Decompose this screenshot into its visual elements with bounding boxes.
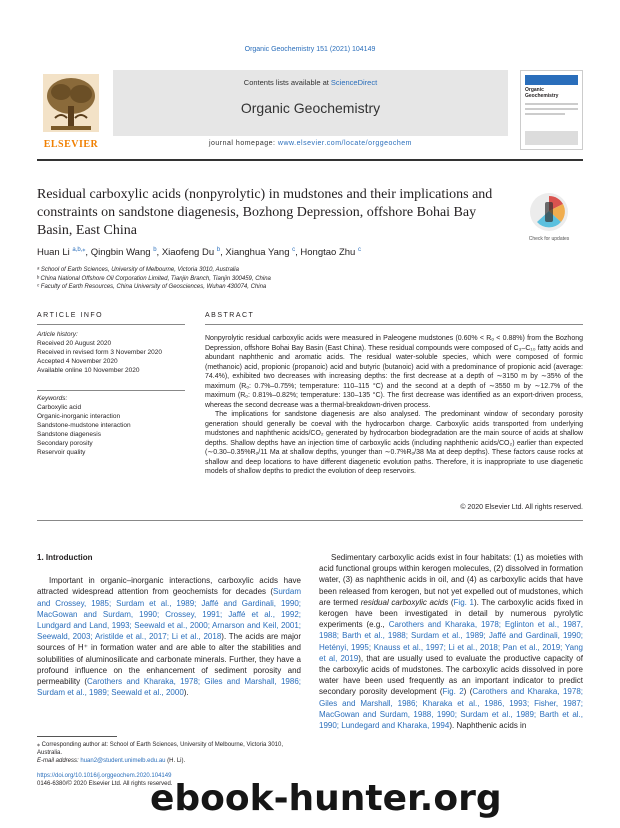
body-text: ). The acids are major sources of H⁺ in formation water and are able to alter the stabilities and solubilities of aluminosilicate and carbonate minerals. Further, they have a profound influence on the enhancement of sediment porosity and permeability ( [37,632,301,687]
body-text: ). The carboxylic acids fixed in kerogen have been investigated in detail by numerous pyrolytic experiments (e.g., [319,597,583,630]
cover-title: Organic Geochemistry [525,87,559,99]
author[interactable] [91,247,157,258]
footnote-rule [37,736,117,737]
keyword: Sandstone diagenesis [37,431,101,438]
article-history [37,330,185,375]
author-affiliation-mark[interactable]: a,b,⁎ [72,247,86,253]
author-name: Xiaofeng Du [161,247,215,259]
keyword: Reservoir quality [37,449,86,456]
crossmark-label[interactable]: Check for updates [528,236,570,242]
body-text: ( [448,597,454,607]
author-list: Huan Li $^{a,b,⁎}$, Qingbin Wang $^b$, Xiaofeng Du $^b$, Xianghua Yang $^c$, Hongtao Zhu $^c$ [37,247,361,259]
contents-prefix: Contents lists available at [243,78,331,87]
issn-line: 0146-6380/© 2020 Elsevier Ltd. All rights reserved. [37,781,173,787]
abstract-body [205,334,583,477]
journal-title: Organic Geochemistry [240,100,381,116]
doi-link[interactable]: https://doi.org/10.1016/j.orggeochem.2020.104149 [37,773,172,779]
author-affiliation-mark[interactable]: b [153,247,157,253]
section-heading: 1. Introduction [37,553,93,562]
masthead-banner [113,70,508,136]
citation-link[interactable]: Carothers and Kharaka, 1978; Giles and Marshall, 1986; Kharaka et al., 1986, 1993; Fisher, 1987; MacGowan and Surdam, 1988, 1990; Surdam et al., 1989; Barth et al., 1990; Lundegard and Kharaka, 1994 [319,687,583,731]
author[interactable] [162,247,220,258]
body-text: Important in organic–inorganic interactions, carboxylic acids have attracted widespread attention from geochemists for decades ( [37,576,301,597]
body-paragraph [37,575,301,698]
elsevier-tree-icon [37,70,105,136]
email-line [37,757,301,765]
email-label: E-mail address: [37,758,81,764]
keyword: Secondary porosity [37,440,93,447]
history-entry: Received in revised form 3 November 2020 [37,349,163,356]
watermark-text: ebook-hunter.org [150,778,502,819]
journal-cover-thumbnail[interactable] [520,70,583,150]
cover-footer [525,131,578,145]
emphasis-term: residual carboxylic acids [360,597,449,607]
cover-band [525,75,578,85]
journal-masthead [37,70,583,157]
journal-reference[interactable]: Organic Geochemistry 151 (2021) 104149 [244,46,376,53]
body-text: ). Naphthenic acids in [449,721,527,731]
crossmark-badge[interactable] [524,190,574,238]
divider [37,390,185,391]
homepage-prefix: journal homepage: [208,140,278,147]
author-name: Huan Li [37,247,70,259]
keywords-label: Keywords: [37,395,68,402]
history-entry: Available online 10 November 2020 [37,367,140,374]
citation-link[interactable]: Carothers and Kharaka, 1978; Giles and Marshall, 1986; Surdam et al., 1989; Seewald et al., 2000 [37,677,301,698]
author-name: Qingbin Wang [90,247,151,259]
affiliation: ᵇ China National Offshore Oil Corporation Limited, Tianjin Branch, Tianjin 300459, China [37,275,271,282]
divider [37,324,185,325]
history-entry: Accepted 4 November 2020 [37,358,118,365]
abstract-paragraph: The implications for sandstone diagenesis are also analysed. The predominant window of secondary porosity generation should generally be coeval with the hydrocarbon charge. Carboxylic acids transported from underlying mudstones and naphthenic acids/CO₂ generated by hydrocarbon biodegradation are the main source of acids at shallow depths. Shallow depths have an injection time of carboxylic acids (including naphthenic acids/CO₂) earlier than expected (∼0.30–0.35%Rₒ/11 Ma at shallow depths, younger than ∼0.7%Rₒ/38 Ma at deep depths). These factors cause rocks at shallow and deep locations to have different diagenetic evolution paths. Therefore, it is inappropriate to use diagenetic models of shallow depths to predict the evolution of deep reservoirs. [205,411,583,475]
figure-link[interactable]: Fig. 1 [453,597,474,607]
author-name: Xianghua Yang [225,247,290,259]
email-link[interactable]: huan2@student.unimelb.edu.au [80,758,166,764]
corresponding-author-note: ⁎ Corresponding author at: School of Earth Sciences, University of Melbourne, Victoria 3010, Australia. [37,742,284,756]
contents-availability [113,78,508,87]
article-info-heading: ARTICLE INFO [37,312,104,319]
citation-link[interactable]: Surdam and Crossey, 1985; Surdam et al., 1989; Jaffé and Gardinali, 1990; MacGowan and Surdam, 1990; Crossey, 1991; Jaffé et al., 1992; Lundgard and Land, 1993; Seewald et al., 2000; Arnarson and Keil, 2001; Seewald, 2003; Aristilde et al., 2017; Li et al., 2018 [37,587,301,642]
crossmark-icon [524,190,574,238]
cover-line [525,113,565,115]
body-column-right [319,552,583,731]
masthead-rule [37,159,583,161]
author-name: Hongtao Zhu [300,247,356,259]
divider [205,324,583,325]
elsevier-tree-logo [37,70,105,150]
author[interactable] [300,247,361,258]
body-paragraph [319,552,583,731]
cover-line [525,103,578,105]
cover-line [525,108,578,110]
keyword: Carboxylic acid [37,404,82,411]
email-suffix: (H. Li). [165,758,186,764]
history-label: Article history: [37,331,78,338]
keywords [37,394,185,457]
body-text: Sedimentary carboxylic acids exist in four habitats: (1) as moieties with acid functional groups within kerogen molecules, (2) dissolved in formation water, (3) as naphthenic acids in oil, and (4) as carboxylic acids that have been released from kerogen, but not yet expelled out of mudstones, which are termed [319,553,583,607]
publisher-name: ELSEVIER [43,139,99,150]
citation-link[interactable]: Carothers and Kharaka, 1978; Eglinton et al., 1987, 1988; Barth et al., 1988; Surdam et al., 1989; Jaffé and Gardinali, 1990; Hetényi, 1995; Knauss et al., 1997; Li et al., 2018; Pan et al., 2019; Yang et al, 2019 [319,620,584,663]
keyword: Sandstone-mudstone interaction [37,422,131,429]
author[interactable] [37,247,85,258]
affiliations [37,266,583,292]
abstract-heading: ABSTRACT [205,312,255,319]
history-entry: Received 20 August 2020 [37,340,112,347]
copyright-notice: © 2020 Elsevier Ltd. All rights reserved. [460,504,583,511]
author[interactable] [225,247,295,258]
article-title: Residual carboxylic acids (nonpyrolytic) in mudstones and their implications and constraints on sandstone diagenesis, Bozhong Depression, offshore Bohai Bay Basin, East China [37,187,493,238]
figure-link[interactable]: Fig. 2 [442,687,464,697]
body-text: ), that are usually used to evaluate the productive capacity of the carboxylic acids of mudstones. The carboxylic acids dissolved in pore water have been used frequently as an important indicator to predict secondary porosity development ( [319,653,583,697]
body-text: ) ( [463,687,473,697]
abstract-paragraph: Nonpyrolytic residual carboxylic acids were measured in Paleogene mudstones (0.60% < Rₒ < 0.88%) from the Bozhong Depression, offshore Bohai Bay Basin (East China). These residual compounds were composed of C₃–C₁₀ fatty acids and abundant naphthenic and aromatic acids. The residual water-soluble species, which were composed of formic (methanoic) acid, propionic (propanoic) acid and butyric (butanoic) acid with a predominance of propionic acid (average: 74.4%), exhibited two decreases with increasing depths: the first decrease at a depth of ∼3150 m by ∼35% of the maximum (Rₒ: 0.7%–0.75%; temperature: 110–115 °C) and the second at a depth of ∼3550 m by ∼12.7% of the maximum (Rₒ: 0.81%–0.82%; temperature: 130–135 °C). The first decrease was identified as an export-driven process, whereas the second decrease was a thermal-breakdown-driven process. [205,335,583,409]
affiliation: ᵃ School of Earth Sciences, University of Melbourne, Victoria 3010, Australia [37,267,239,273]
body-text: ). [183,688,189,698]
journal-homepage [113,140,508,147]
author-affiliation-mark[interactable]: c [292,247,296,253]
author-affiliation-mark[interactable]: c [357,247,361,253]
body-column-left [37,552,301,698]
affiliation: ᶜ Faculty of Earth Resources, China University of Geosciences, Wuhan 430074, China [37,284,267,290]
keyword: Organic-inorganic interaction [37,413,121,420]
homepage-link[interactable]: www.elsevier.com/locate/orggeochem [277,140,413,147]
divider [37,520,583,521]
footnote [37,741,301,765]
sciencedirect-link[interactable]: ScienceDirect [330,78,378,87]
author-affiliation-mark[interactable]: b [216,247,221,253]
